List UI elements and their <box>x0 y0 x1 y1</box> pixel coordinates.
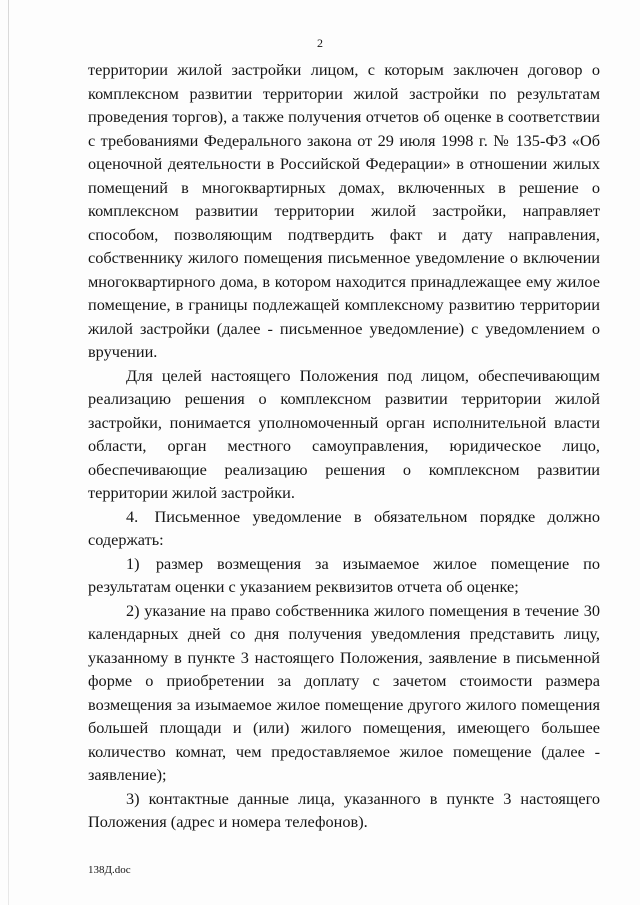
document-body <box>88 58 600 834</box>
scan-edge <box>8 0 9 905</box>
paragraph-continuation: территории жилой застройки лицом, с которым заключен договор о комплексном развитии территории жилой застройки по результатам проведения торгов), а также получения отчетов об оценке в соответствии с требованиями Федерального закона от 29 июля 1998 г. № 135-ФЗ «Об оценочной деятельности в Российской Федерации» в отношении жилых помещений в многоквартирных домах, включенных в решение о комплексном развитии территории жилой застройки, направляет способом, позволяющим подтвердить факт и дату направления, собственнику жилого помещения письменное уведомление о включении многоквартирного дома, в котором находится принадлежащее ему жилое помещение, в границы подлежащей комплексному развитию территории жилой застройки (далее - письменное уведомление) с уведомлением о вручении. <box>88 60 600 361</box>
page-number: 2 <box>317 36 323 50</box>
paragraph-subitem-1: 1) размер возмещения за изымаемое жилое помещение по результатам оценки с указанием реквизитов отчета об оценке; <box>88 553 600 596</box>
paragraph-definition: Для целей настоящего Положения под лицом, обеспечивающим реализацию решения о комплексном развитии территории жилой застройки, понимается уполномоченный орган исполнительной власти области, орган местного самоуправления, юридическое лицо, обеспечивающие реализацию решения о комплексном развитии территории жилой застройки. <box>88 365 600 502</box>
paragraph-subitem-3: 3) контактные данные лица, указанного в пункте 3 настоящего Положения (адрес и номера телефонов). <box>88 788 600 831</box>
footer-filename: 138Д.doc <box>88 864 131 876</box>
paragraph-subitem-2: 2) указание на право собственника жилого помещения в течение 30 календарных дней со дня получения уведомления представить лицу, указанному в пункте 3 настоящего Положения, заявление в письменной форме о приобретении за доплату с зачетом стоимости размера возмещения за изымаемое жилое помещение другого жилого помещения большей площади и (или) жилого помещения, имеющего большее количество комнат, чем предоставляемое жилое помещение (далее - заявление); <box>88 600 600 784</box>
paragraph-item-4: 4. Письменное уведомление в обязательном порядке должно содержать: <box>88 506 600 549</box>
